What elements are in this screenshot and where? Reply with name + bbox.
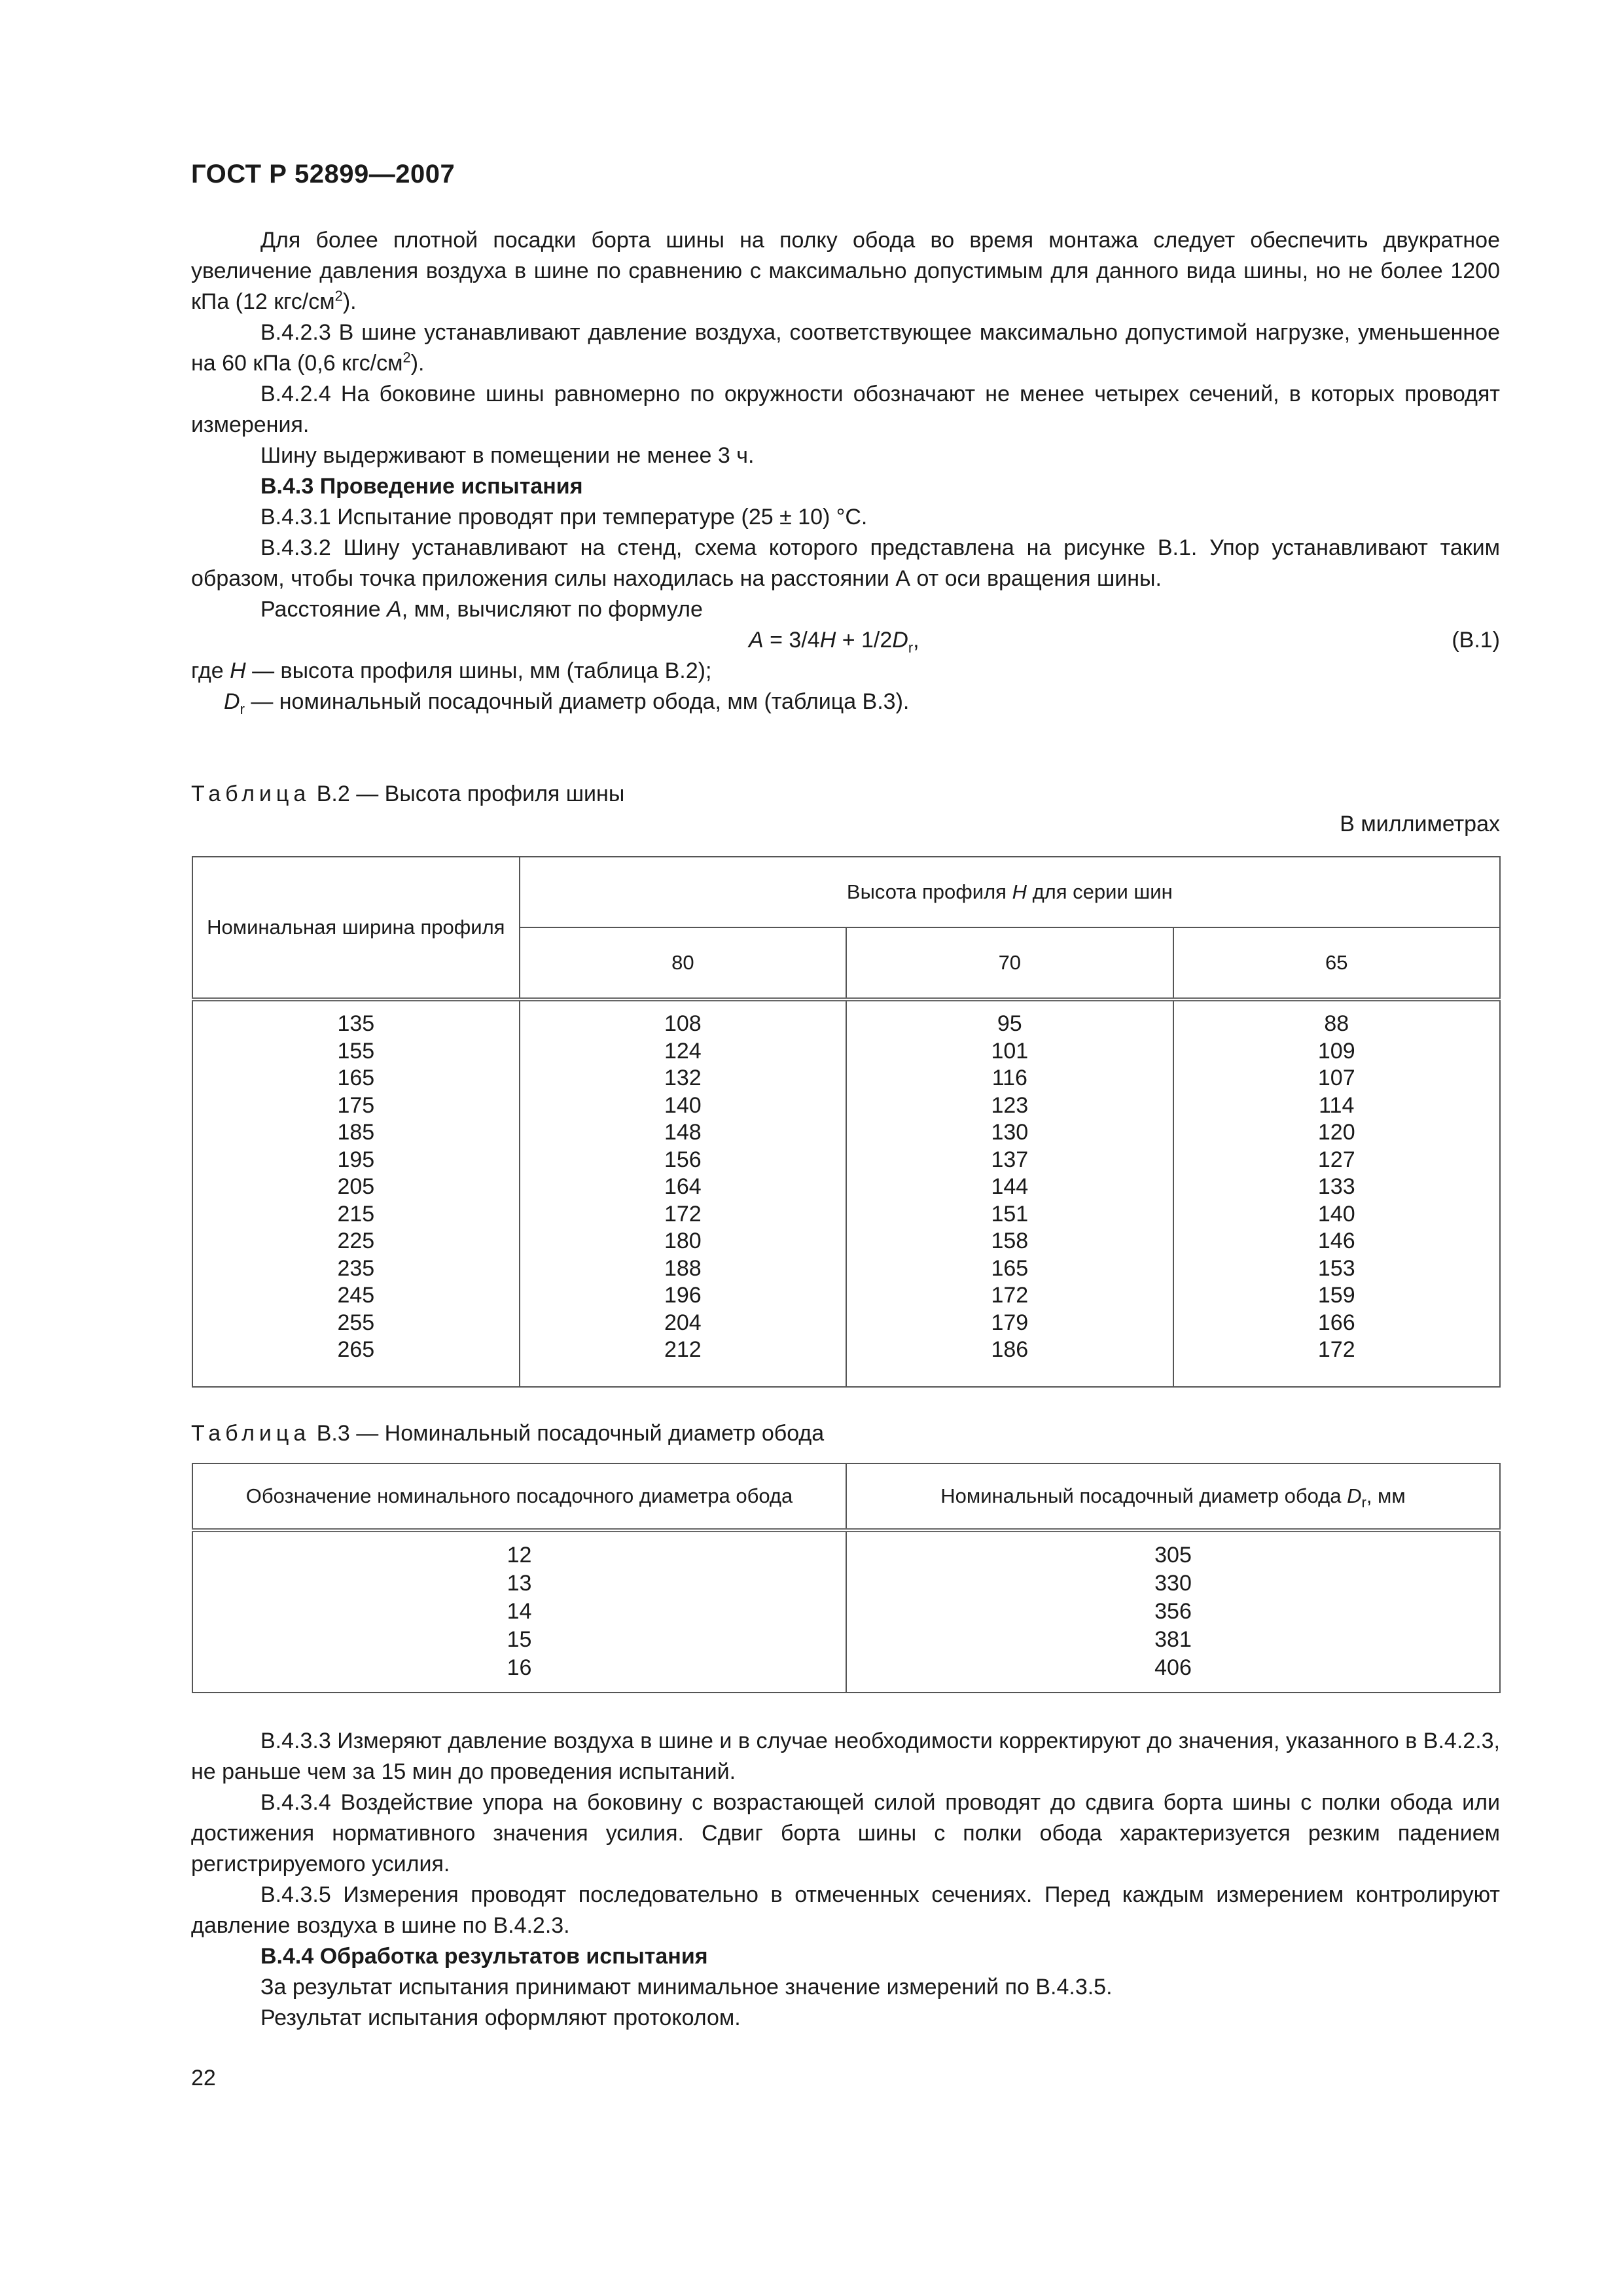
table-cell: 164	[664, 1174, 702, 1199]
text-section-bottom	[191, 1726, 1500, 2034]
table-cell: 172	[664, 1201, 702, 1227]
table-cell: 186	[991, 1337, 1029, 1362]
table-b3-caption: Таблица В.3 — Номинальный посадочный диаметр обода	[191, 1421, 825, 1446]
table-column-s65	[1173, 999, 1500, 1387]
table-cell: 108	[664, 1011, 702, 1036]
table-cell: 255	[337, 1310, 375, 1335]
table-cell: 14	[507, 1599, 532, 1624]
table-cell: 144	[991, 1174, 1029, 1199]
formula-legend: где Н — высота профиля шины, мм (таблица В.2);	[191, 658, 712, 683]
section-heading-b44: В.4.4 Обработка результатов испытания	[260, 1944, 708, 1969]
table-cell: 265	[337, 1337, 375, 1362]
column-header: Номинальный посадочный диаметр обода $D_r$, мм	[846, 1463, 1500, 1530]
table-cell: 305	[1154, 1543, 1192, 1568]
table-column-s80	[520, 999, 846, 1387]
column-header: 70	[846, 927, 1173, 999]
table-cell: 188	[664, 1255, 702, 1281]
table-cell: 165	[337, 1066, 375, 1090]
paragraph: Результат испытания оформляют протоколом.	[260, 2005, 741, 2030]
table-cell: 127	[1317, 1147, 1355, 1172]
table-cell: 159	[1317, 1283, 1355, 1308]
table-column-s70	[846, 999, 1173, 1387]
table-cell: 381	[1154, 1627, 1192, 1652]
table-column-codes	[192, 1530, 846, 1693]
table-cell: 235	[337, 1255, 375, 1281]
table-cell: 130	[991, 1120, 1029, 1145]
paragraph: В.4.2.3 В шине устанавливают давление воздуха, соответствующее максимально допустимой нагрузке, уменьшенное на 60 кПа (0,6 кгс/$см^2$).	[191, 320, 1500, 376]
table-cell: 101	[991, 1038, 1029, 1064]
paragraph: Расстояние А, мм, вычисляют по формуле	[260, 597, 703, 622]
paragraph: В.4.2.4 На боковине шины равномерно по окружности обозначают не менее четырех сечений, в которых проводят измерения.	[191, 382, 1500, 437]
table-b2-units: В миллиметрах	[1340, 812, 1500, 836]
formula-number: (В.1)	[1452, 628, 1500, 653]
table-cell: 225	[337, 1229, 375, 1253]
table-cell: 172	[1317, 1337, 1355, 1362]
column-group-header: Высота профиля Н для серии шин	[520, 857, 1500, 927]
table-b2	[192, 856, 1501, 1388]
formula-legend: $D_r$ — номинальный посадочный диаметр обода, мм (таблица В.3).	[224, 689, 910, 717]
table-cell: 185	[337, 1120, 375, 1145]
table-cell: 406	[1154, 1655, 1192, 1680]
table-cell: 132	[664, 1066, 702, 1090]
formula-b1	[191, 625, 1500, 656]
paragraph: В.4.3.4 Воздействие упора на боковину с возрастающей силой проводят до сдвига борта шины с полки обода или достижения нормативного значения усилия. Сдвиг борта шины с полки обода характеризуется резким падением регистрируемого усилия.	[191, 1790, 1500, 1876]
paragraph: В.4.3.3 Измеряют давление воздуха в шине и в случае необходимости корректируют до значения, указанного в В.4.2.3, не раньше чем за 15 мин до проведения испытаний.	[191, 1729, 1500, 1784]
table-b2-caption: Таблица В.2 — Высота профиля шины	[191, 781, 625, 806]
table-cell: 95	[997, 1011, 1022, 1036]
table-cell: 179	[991, 1310, 1029, 1335]
paragraph: Шину выдерживают в помещении не менее 3 ч.	[260, 443, 755, 468]
formula-expression: $А = 3/4H + 1/2D_r$,	[749, 628, 919, 656]
table-cell: 146	[1317, 1229, 1355, 1253]
column-header: Номинальная ширина профиля	[192, 857, 520, 999]
table-cell: 114	[1319, 1092, 1355, 1118]
column-header: 80	[520, 927, 846, 999]
section-heading-b43: В.4.3 Проведение испытания	[260, 474, 583, 499]
table-cell: 140	[1317, 1201, 1355, 1227]
table-cell: 13	[507, 1571, 532, 1596]
column-header: 65	[1173, 927, 1500, 999]
table-cell: 180	[664, 1229, 702, 1253]
table-cell: 107	[1317, 1066, 1355, 1090]
table-cell: 135	[337, 1011, 375, 1036]
paragraph: В.4.3.1 Испытание проводят при температуре (25 ± 10) °С.	[260, 505, 868, 529]
table-cell: 12	[507, 1543, 532, 1568]
table-cell: 204	[664, 1310, 702, 1335]
table-cell: 245	[337, 1283, 375, 1308]
table-cell: 212	[664, 1337, 702, 1362]
table-b3	[192, 1463, 1501, 1693]
table-cell: 205	[337, 1174, 375, 1199]
column-header: Обозначение номинального посадочного диаметра обода	[192, 1463, 846, 1530]
table-cell: 137	[991, 1147, 1029, 1172]
table-cell: 140	[664, 1092, 702, 1118]
table-cell: 16	[507, 1655, 532, 1680]
table-cell: 165	[991, 1255, 1029, 1281]
page-number: 22	[191, 2066, 216, 2090]
table-cell: 133	[1317, 1174, 1355, 1199]
standard-header: ГОСТ Р 52899—2007	[191, 160, 455, 188]
table-cell: 116	[991, 1066, 1027, 1090]
table-column-widths	[192, 999, 520, 1387]
table-cell: 195	[337, 1147, 375, 1172]
paragraph: За результат испытания принимают минимальное значение измерений по В.4.3.5.	[260, 1975, 1113, 2000]
table-cell: 155	[337, 1038, 375, 1064]
text-section-top	[191, 225, 1500, 717]
table-cell: 148	[664, 1120, 702, 1145]
table-cell: 175	[337, 1092, 375, 1118]
table-cell: 156	[664, 1147, 702, 1172]
table-cell: 15	[507, 1627, 532, 1652]
table-cell: 120	[1317, 1120, 1355, 1145]
table-cell: 123	[991, 1092, 1029, 1118]
table-cell: 158	[991, 1229, 1029, 1253]
table-cell: 215	[337, 1201, 375, 1227]
table-cell: 166	[1317, 1310, 1355, 1335]
table-column-diameters	[846, 1530, 1500, 1693]
table-cell: 196	[664, 1283, 702, 1308]
paragraph: В.4.3.5 Измерения проводят последовательно в отмеченных сечениях. Перед каждым измерением контролируют давление воздуха в шине по В.4.2.3.	[191, 1882, 1500, 1938]
table-cell: 356	[1154, 1599, 1192, 1624]
paragraph: В.4.3.2 Шину устанавливают на стенд, схема которого представлена на рисунке В.1. Упор устанавливают таким образом, чтобы точка приложения силы находилась на расстоянии А от оси вращения шины.	[191, 535, 1500, 591]
table-cell: 124	[664, 1038, 702, 1064]
table-cell: 109	[1317, 1038, 1355, 1064]
table-cell: 330	[1154, 1571, 1192, 1596]
table-cell: 172	[991, 1283, 1029, 1308]
table-cell: 88	[1324, 1011, 1349, 1036]
table-cell: 151	[991, 1201, 1029, 1227]
paragraph: Для более плотной посадки борта шины на полку обода во время монтажа следует обеспечить двукратное увеличение давления воздуха в шине по сравнению с максимально допустимым для данного вида шины, но не более 1200 кПа (12 кгс/$см^2$).	[191, 228, 1500, 314]
table-cell: 153	[1317, 1255, 1355, 1281]
